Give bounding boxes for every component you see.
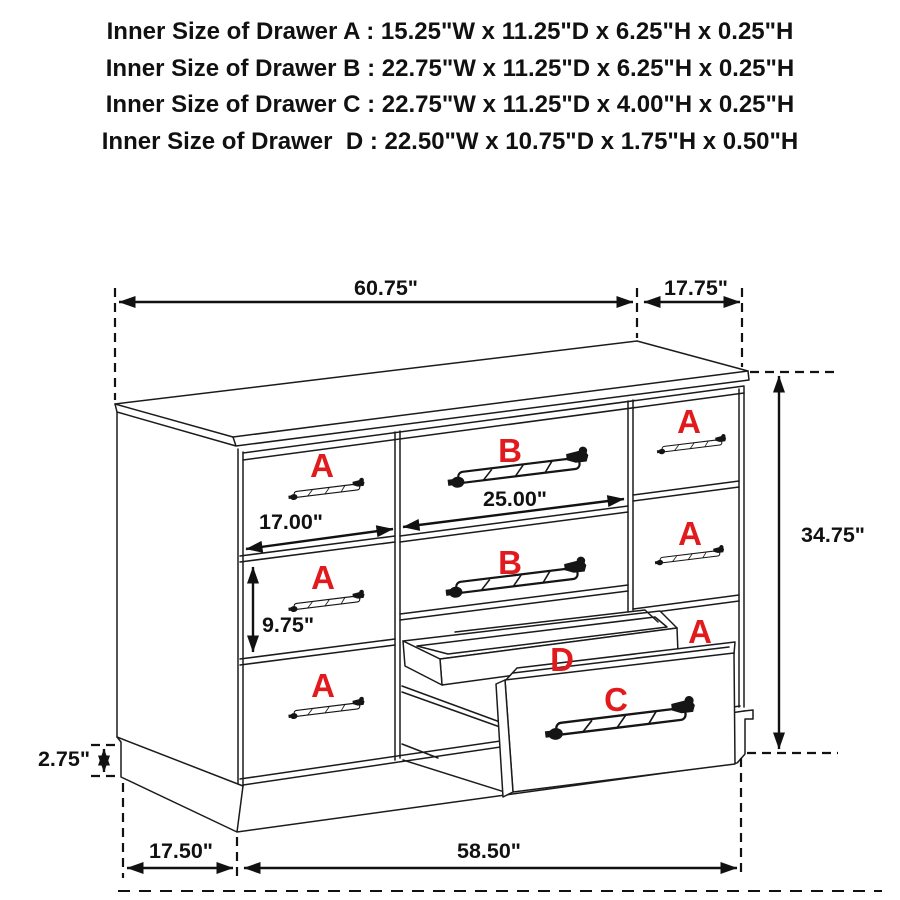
drawer-label-b: B: [498, 432, 522, 469]
drawer-label-b: B: [498, 544, 522, 581]
left-side-panel: [117, 412, 243, 786]
drawer-label-d: D: [550, 641, 574, 678]
dim-label-drawer-a-height: 9.75": [261, 613, 315, 637]
right-edge: [739, 387, 744, 707]
dim-label-top-width: 60.75": [354, 276, 418, 300]
dim-label-base-width: 58.50": [457, 839, 521, 863]
divider-a2-a3-left: [240, 639, 395, 665]
dim-label-drawer-b-width: 25.00": [483, 487, 547, 511]
top-face: [115, 341, 748, 437]
drawer-label-a: A: [311, 559, 335, 596]
dresser-outline: [115, 341, 753, 832]
divider-left-column: [395, 431, 400, 760]
dim-label-top-depth: 17.75": [664, 276, 728, 300]
divider-a1-a2-right: [633, 481, 739, 501]
drawer-label-a: A: [311, 667, 335, 704]
spec-line-drawer-d: Inner Size of Drawer D : 22.50"W x 10.75"D x 1.75"H x 0.50"H: [101, 127, 799, 155]
spec-line-drawer-c: Inner Size of Drawer C : 22.75"W x 11.25"D x 4.00"H x 0.25"H: [105, 91, 795, 118]
dim-label-drawer-a-width: 17.00": [259, 510, 323, 534]
spec-line-drawer-a: Inner Size of Drawer A : 15.25"W x 11.25"D x 6.25"H x 0.25"H: [106, 18, 794, 45]
front-left-edge: [238, 449, 243, 786]
drawer-runner-rails: [402, 686, 511, 794]
dim-label-overall-height: 34.75": [801, 523, 865, 547]
dim-label-base-height: 2.75": [37, 747, 91, 771]
drawer-label-a: A: [678, 515, 702, 552]
drawer-label-c: C: [604, 681, 628, 718]
drawer-label-a: A: [677, 403, 701, 440]
drawer-label-a: A: [310, 447, 334, 484]
drawer-label-a: A: [688, 613, 712, 650]
right-foot-step: [738, 710, 753, 762]
spec-line-drawer-b: Inner Size of Drawer B : 22.75"W x 11.25"D x 6.25"H x 0.25"H: [105, 54, 795, 82]
dim-label-base-depth: 17.50": [149, 839, 213, 863]
divider-b2-opening: [400, 585, 628, 620]
